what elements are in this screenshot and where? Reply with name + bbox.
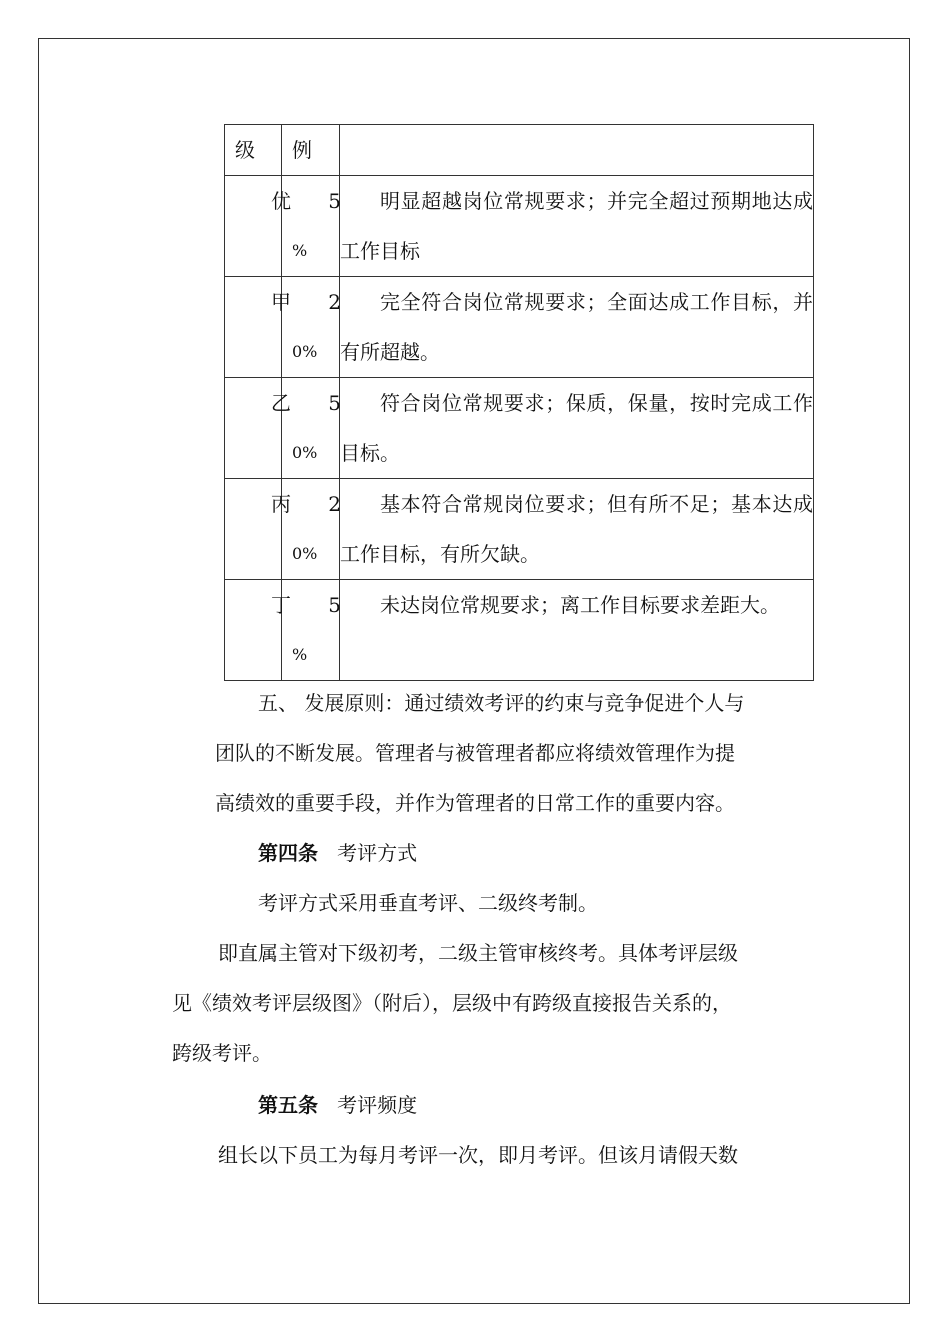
ratio-top: 5 — [328, 593, 341, 617]
table-row — [225, 378, 814, 479]
header-grade: 级 — [225, 125, 282, 176]
article-4-heading — [258, 828, 417, 878]
article-5-heading — [258, 1080, 417, 1130]
paragraph-development-principle: 五、 发展原则：通过绩效考评的约束与竞争促进个人与 — [258, 691, 745, 715]
grade-description: 未达岗位常规要求；离工作目标要求差距大。 — [340, 580, 814, 681]
ratio-bottom: % — [292, 645, 308, 664]
article-4-title: 考评方式 — [337, 841, 418, 865]
table-header-row — [225, 125, 814, 176]
paragraph-line: 跨级考评。 — [172, 1041, 272, 1065]
grade-label: 甲 — [271, 290, 291, 314]
article-5-title: 考评频度 — [337, 1093, 418, 1117]
paragraph-line: 即直属主管对下级初考，二级主管审核终考。具体考评层级 — [218, 941, 738, 965]
ratio-top: 2 — [328, 290, 341, 314]
paragraph-line: 高绩效的重要手段，并作为管理者的日常工作的重要内容。 — [215, 791, 735, 815]
paragraph-line: 见《绩效考评层级图》（附后），层级中有跨级直接报告关系的， — [172, 991, 732, 1015]
ratio-bottom: 0% — [292, 443, 318, 462]
grade-label: 优 — [271, 189, 291, 213]
ratio-bottom: % — [292, 241, 308, 260]
grade-label: 乙 — [271, 391, 291, 415]
grade-label: 丙 — [271, 492, 291, 516]
table-row — [225, 277, 814, 378]
grade-table — [224, 124, 814, 681]
grade-label: 丁 — [271, 593, 291, 617]
paragraph-line: 团队的不断发展。管理者与被管理者都应将绩效管理作为提 — [215, 741, 735, 765]
table-row — [225, 176, 814, 277]
grade-description: 完全符合岗位常规要求；全面达成工作目标，并有所超越。 — [340, 277, 814, 378]
ratio-top: 5 — [328, 391, 341, 415]
article-5-number: 第五条 — [258, 1093, 318, 1117]
table-row — [225, 580, 814, 681]
header-desc — [340, 125, 814, 176]
ratio-top: 2 — [328, 492, 341, 516]
paragraph-line: 考评方式采用垂直考评、二级终考制。 — [258, 891, 598, 915]
paragraph-line: 组长以下员工为每月考评一次，即月考评。但该月请假天数 — [218, 1143, 738, 1167]
table-row — [225, 479, 814, 580]
grade-description: 符合岗位常规要求；保质，保量，按时完成工作目标。 — [340, 378, 814, 479]
grade-description: 明显超越岗位常规要求；并完全超过预期地达成工作目标 — [340, 176, 814, 277]
ratio-bottom: 0% — [292, 342, 318, 361]
header-ratio: 例 — [282, 125, 340, 176]
ratio-bottom: 0% — [292, 544, 318, 563]
article-4-number: 第四条 — [258, 841, 318, 865]
grade-description: 基本符合常规岗位要求；但有所不足；基本达成工作目标，有所欠缺。 — [340, 479, 814, 580]
ratio-top: 5 — [328, 189, 341, 213]
